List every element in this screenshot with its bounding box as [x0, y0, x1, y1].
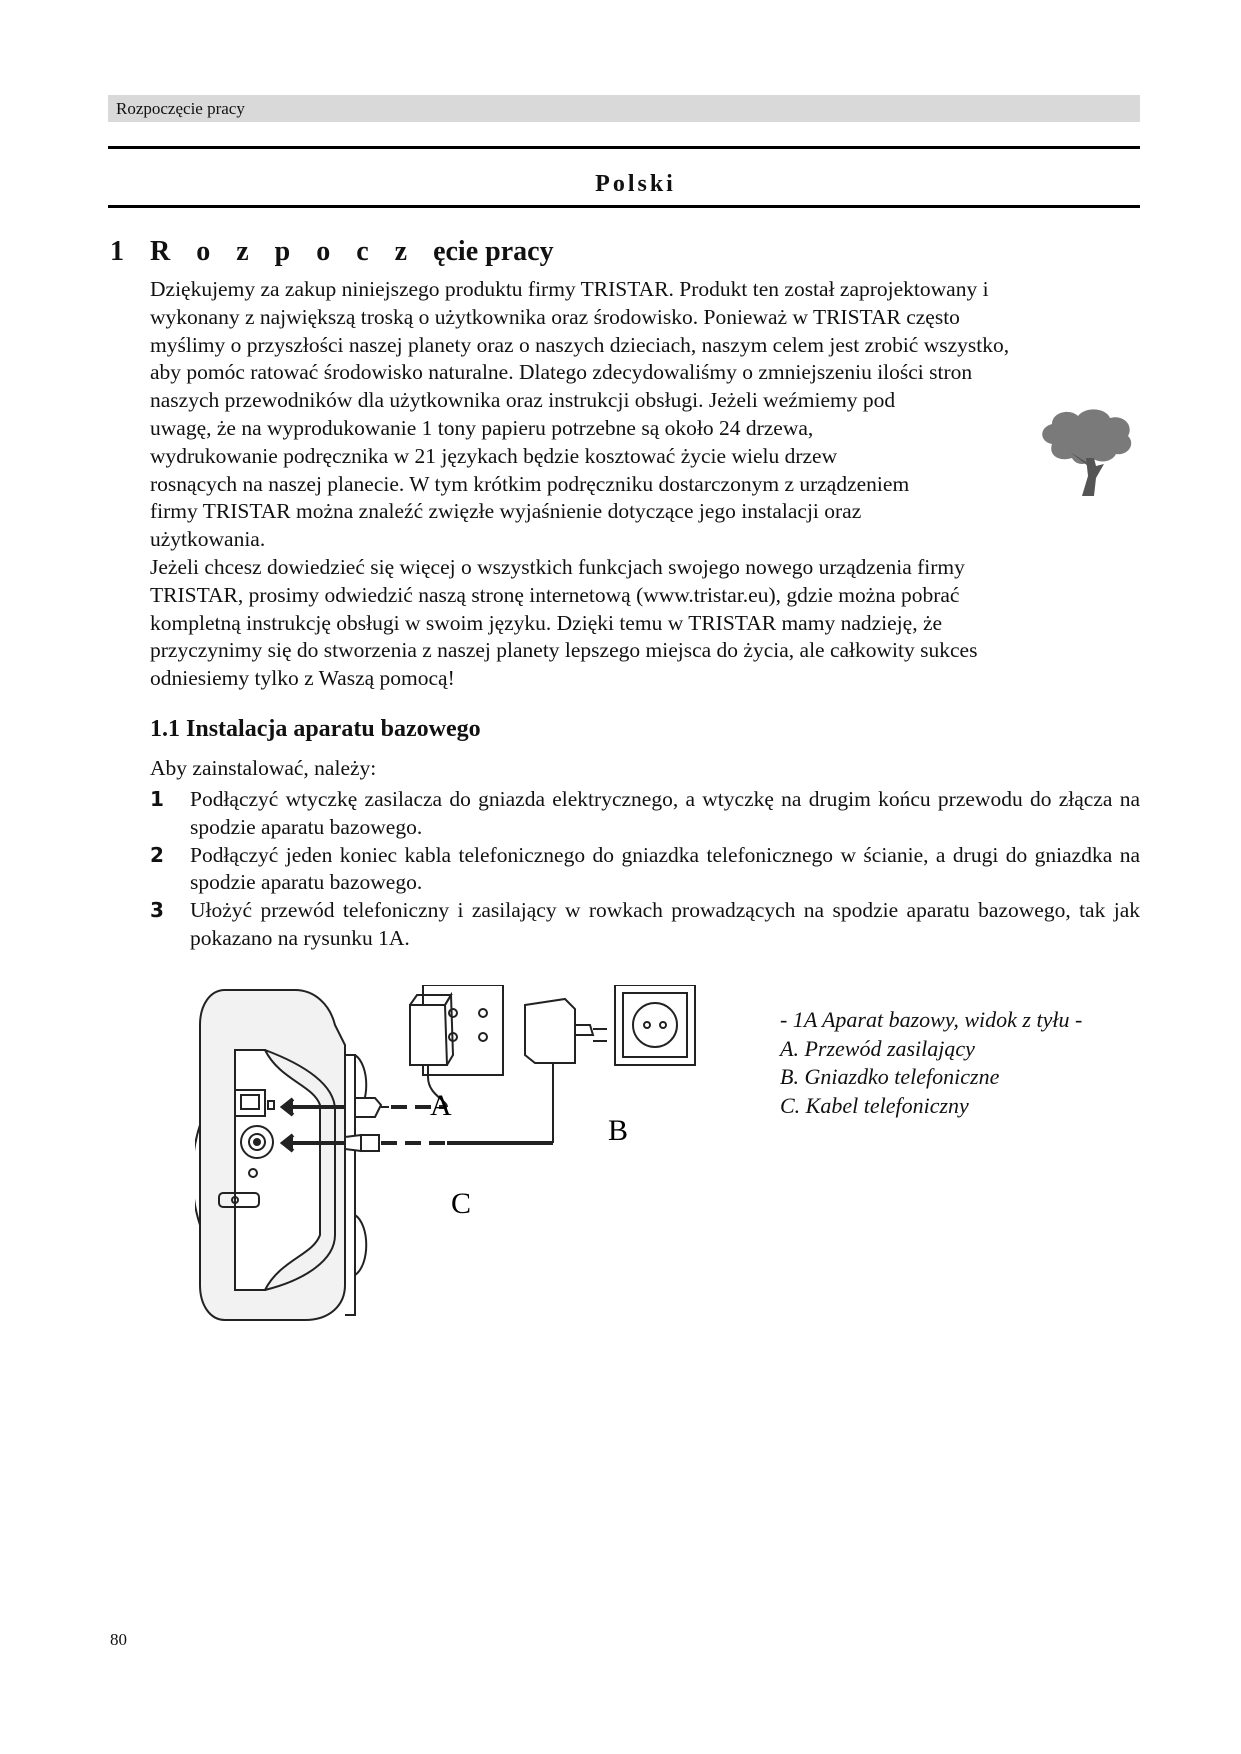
- caption-title: - 1A Aparat bazowy, widok z tyłu -: [780, 1007, 1083, 1032]
- bottom-rule: [108, 205, 1140, 208]
- intro-line: wydrukowanie podręcznika w 21 językach będzie kosztować życie wielu drzew: [150, 443, 838, 468]
- intro-line: kompletną instrukcję obsługi w swoim języku. Dzięki temu w TRISTAR mamy nadzieję, że: [150, 610, 943, 635]
- intro-line: uwagę, że na wyprodukowanie 1 tony papieru potrzebne są około 24 drzewa,: [150, 415, 814, 440]
- label-c: C: [451, 1187, 472, 1220]
- intro-line: aby pomóc ratować środowisko naturalne. Dlatego zdecydowaliśmy o zmniejszeniu ilości stron: [150, 360, 973, 385]
- base-station-diagram: [195, 985, 785, 1325]
- intro-line: naszych przewodników dla użytkownika oraz instrukcji obsługi. Jeżeli weźmiemy pod: [150, 388, 896, 413]
- label-a: A: [430, 1089, 452, 1122]
- step-number: 2: [150, 842, 164, 867]
- base-station-illustration: [195, 990, 366, 1320]
- caption-item-b: B. Gniazdko telefoniczne: [780, 1064, 1000, 1089]
- step-number: 3: [150, 898, 164, 923]
- list-item: [150, 897, 1140, 953]
- tree-icon: [1030, 404, 1150, 504]
- caption-item-c: C. Kabel telefoniczny: [780, 1092, 969, 1118]
- intro-line: odniesiemy tylko z Waszą pomocą!: [150, 666, 455, 691]
- chapter-title-spaced: Rozpocz: [150, 236, 434, 267]
- phone-plug-illustration: [355, 1098, 389, 1117]
- intro-line: TRISTAR, prosimy odwiedzić naszą stronę internetową (www.tristar.eu), gdzie można pobrać: [150, 582, 960, 607]
- section-intro: Aby zainstalować, należy:: [150, 756, 377, 780]
- intro-line: Jeżeli chcesz dowiedzieć się więcej o wszystkich funkcjach swojego nowego urządzenia firmy: [150, 554, 965, 579]
- intro-line: Dziękujemy za zakup niniejszego produktu firmy TRISTAR. Produkt ten został zaprojektowany i: [150, 277, 989, 301]
- chapter-title-rest: ęcie pracy: [433, 236, 554, 267]
- steps-list: [150, 786, 1140, 953]
- intro-line: użytkowania.: [150, 527, 266, 552]
- page-number: 80: [110, 1630, 127, 1649]
- step-number: 1: [150, 787, 164, 811]
- section-heading: 1.1 Instalacja aparatu bazowego: [150, 716, 481, 742]
- list-item: [150, 786, 1140, 842]
- list-item: [150, 842, 1140, 898]
- step-text: Podłączyć wtyczkę zasilacza do gniazda elektrycznego, a wtyczkę na drugim końcu przewodu do złącza na spodzie aparatu bazowego.: [190, 787, 1140, 839]
- chapter-heading: [110, 236, 554, 268]
- figure-caption: [780, 1006, 1082, 1120]
- power-adapter-illustration: [410, 985, 503, 1107]
- intro-line: wykonany z największą troską o użytkownika oraz środowisko. Ponieważ w TRISTAR często: [150, 304, 960, 329]
- intro-line: myślimy o przyszłości naszej planety oraz o naszych dzieciach, naszym celem jest zrobić wszystko,: [150, 332, 1010, 357]
- top-rule: [108, 146, 1140, 149]
- intro-line: firmy TRISTAR można znaleźć zwięzłe wyjaśnienie dotyczące jego instalacji oraz: [150, 499, 862, 524]
- step-text: Ułożyć przewód telefoniczny i zasilający w rowkach prowadzących na spodzie aparatu bazowego, tak jak pokazano na rysunku 1A.: [190, 898, 1140, 950]
- label-b: B: [608, 1114, 629, 1147]
- chapter-number: 1: [110, 236, 124, 267]
- intro-line: rosnących na naszej planecie. W tym krótkim podręczniku dostarczonym z urządzeniem: [150, 471, 910, 496]
- intro-line: przyczynimy się do stworzenia z naszej planety lepszego miejsca do życia, ale całkowity sukces: [150, 638, 978, 663]
- power-plug-illustration: [345, 1135, 379, 1151]
- running-header: [108, 95, 1140, 122]
- running-header-title: Rozpoczęcie pracy: [116, 99, 245, 118]
- caption-item-a: A. Przewód zasilający: [780, 1035, 975, 1061]
- language-heading: Polski: [595, 171, 676, 197]
- intro-paragraph: [150, 276, 1140, 693]
- step-text: Podłączyć jeden koniec kabla telefonicznego do gniazdka telefonicznego w ścianie, a drugi do gniazdka na spodzie aparatu bazowego.: [190, 842, 1140, 895]
